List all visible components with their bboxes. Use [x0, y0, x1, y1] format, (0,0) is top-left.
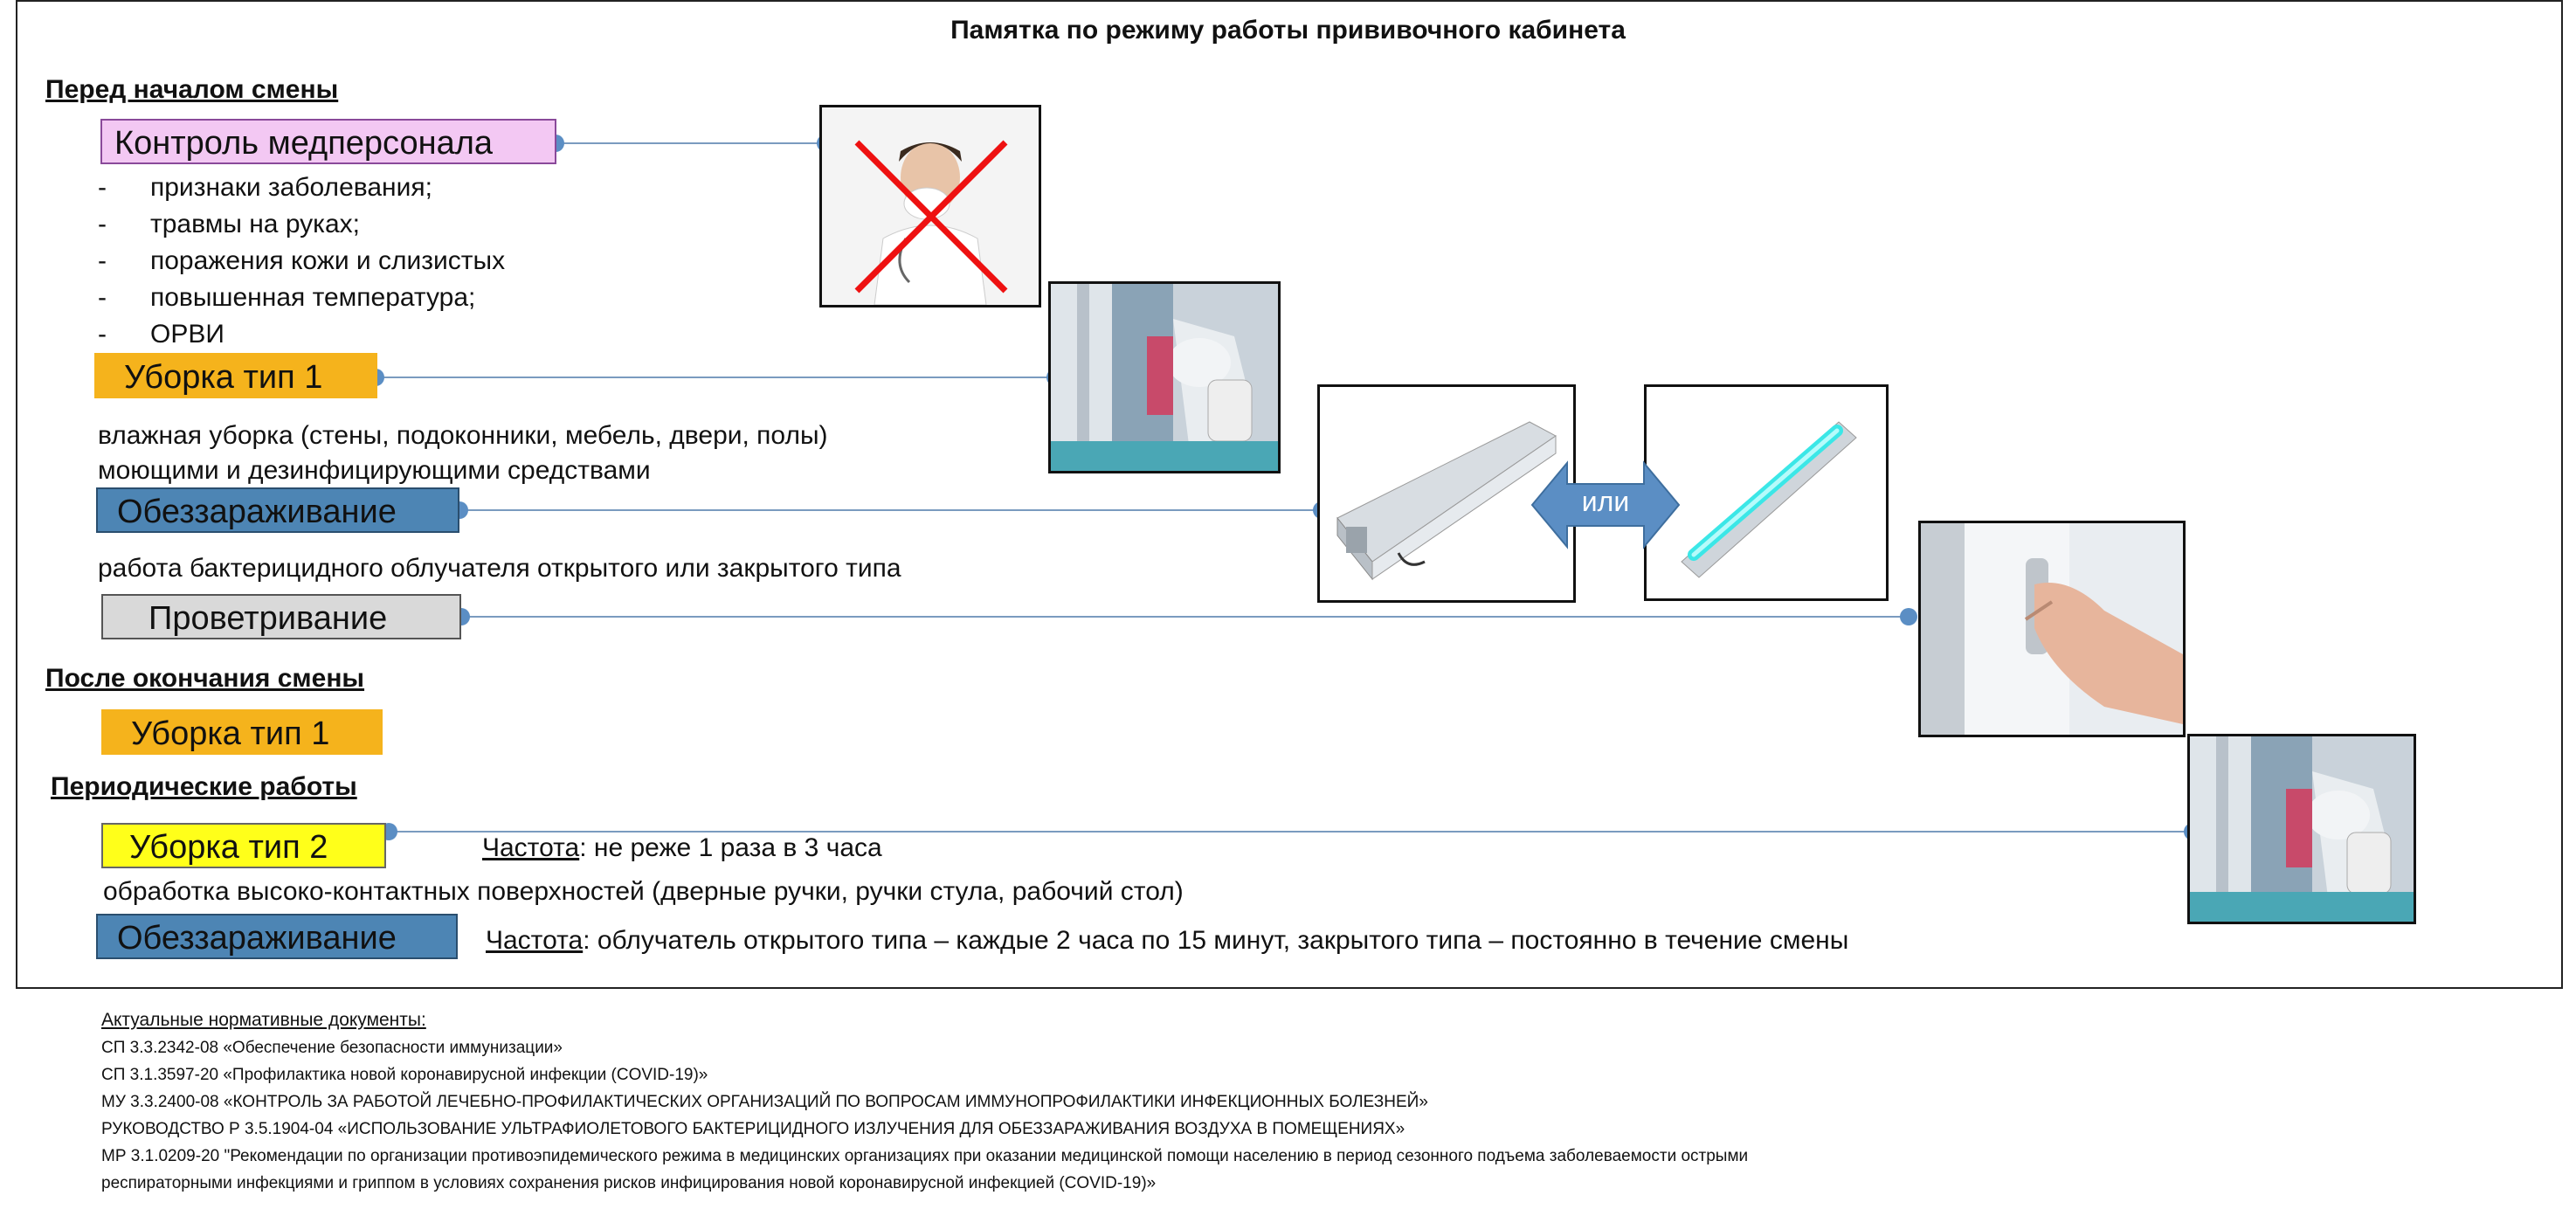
list-item: - повышенная температура;: [98, 283, 476, 312]
periodic-disinfection-box: Обеззараживание: [96, 914, 458, 959]
disinfection-desc: работа бактерицидного облучателя открытого или закрытого типа: [98, 554, 901, 583]
cleaning-type2-box: Уборка тип 2: [101, 823, 386, 868]
cleaning-type2-frequency: Частота: не реже 1 раза в 3 часа: [482, 833, 882, 862]
periodic-heading: Периодические работы: [51, 772, 357, 801]
document-item: МР 3.1.0209-20 "Рекомендации по организации противоэпидемического режима в медицинских организациях при оказании медицинской помощи населению в период сезонного подъема заболеваемости острыми: [101, 1147, 1749, 1165]
documents-heading: Актуальные нормативные документы:: [101, 1010, 426, 1030]
after-shift-heading: После окончания смены: [45, 664, 365, 693]
periodic-disinfection-frequency: Частота: облучатель открытого типа – каждые 2 часа по 15 минут, закрытого типа – постоянно в течение смены: [486, 926, 1849, 955]
cleaning-type1-desc-line2: моющими и дезинфицирующими средствами: [98, 456, 651, 485]
document-item: РУКОВОДСТВО Р 3.5.1904-04 «ИСПОЛЬЗОВАНИЕ УЛЬТРАФИОЛЕТОВОГО БАКТЕРИЦИДНОГО ИЗЛУЧЕНИЯ ДЛЯ ОБЕЗЗАРАЖИВАНИЯ ВОЗДУХА В ПОМЕЩЕНИЯХ»: [101, 1120, 1405, 1138]
staff-control-box: Контроль медперсонала: [100, 119, 556, 164]
before-shift-heading: Перед началом смены: [45, 75, 339, 104]
airing-box: Проветривание: [101, 594, 461, 639]
list-item: - признаки заболевания;: [98, 173, 432, 202]
after-cleaning-type1-box: Уборка тип 1: [101, 709, 383, 755]
document-item: СП 3.1.3597-20 «Профилактика новой коронавирусной инфекции (COVID-19)»: [101, 1066, 708, 1084]
cleaning-type1-desc-line1: влажная уборка (стены, подоконники, мебель, двери, полы): [98, 421, 828, 450]
document-item: респираторными инфекциями и гриппом в условиях сохранения рисков инфицирования новой коронавирусной инфекцией (COVID-19)»: [101, 1174, 1157, 1192]
list-item: - травмы на руках;: [98, 210, 360, 238]
cleaning-gloves-image: [1048, 281, 1281, 473]
disinfection-box: Обеззараживание: [96, 487, 459, 533]
or-double-arrow: [1530, 459, 1681, 550]
cleaning-type1-box: Уборка тип 1: [94, 353, 377, 398]
sick-doctor-crossed-image: [819, 105, 1041, 307]
window-airing-image: [1918, 521, 2186, 737]
list-item: - ОРВИ: [98, 320, 224, 349]
or-label: или: [1581, 486, 1630, 517]
page-title: Памятка по режиму работы прививочного кабинета: [950, 16, 1626, 45]
cleaning-type2-desc: обработка высоко-контактных поверхностей (дверные ручки, ручки стула, рабочий стол): [103, 877, 1184, 906]
document-item: СП 3.3.2342-08 «Обеспечение безопасности иммунизации»: [101, 1039, 563, 1057]
list-item: - поражения кожи и слизистых: [98, 246, 506, 275]
surface-cleaning-image: [2187, 734, 2416, 924]
open-uv-lamp-image: [1644, 384, 1889, 601]
staff-control-list: [98, 169, 505, 353]
document-item: МУ 3.3.2400-08 «КОНТРОЛЬ ЗА РАБОТОЙ ЛЕЧЕБНО-ПРОФИЛАКТИЧЕСКИХ ОРГАНИЗАЦИЙ ПО ВОПРОСАМ ИММУНОПРОФИЛАКТИКИ ИНФЕКЦИОННЫХ БОЛЕЗНЕЙ»: [101, 1093, 1428, 1111]
